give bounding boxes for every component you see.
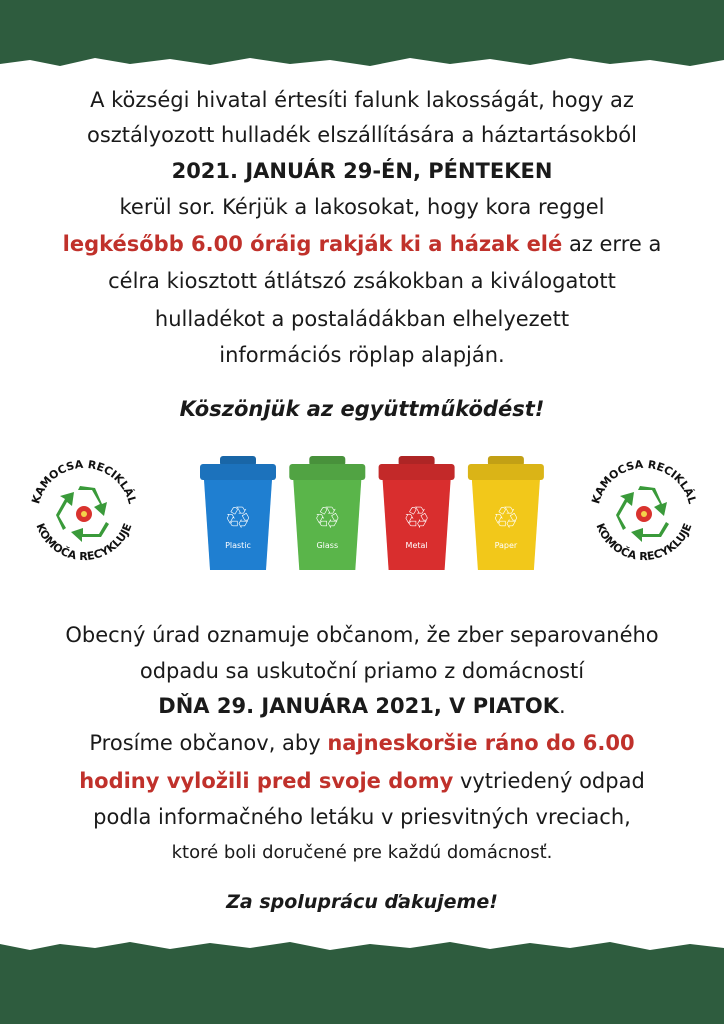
sk-line-2: odpadu sa uskutoční priamo z domácností bbox=[139, 659, 585, 683]
sk-line-1: Obecný úrad oznamuje občanom, že zber separovaného bbox=[65, 623, 659, 647]
hu-line-4: kerül sor. Kérjük a lakosokat, hogy kora reggel bbox=[119, 195, 605, 219]
bin-label: Paper bbox=[494, 541, 518, 550]
hu-line-5-rest: az erre a bbox=[562, 232, 662, 256]
bin-label: Metal bbox=[405, 541, 428, 550]
logo-top-text: KAMOCSA RECIKLÁL bbox=[589, 457, 699, 506]
sk-date-dot: . bbox=[559, 694, 566, 718]
sk-deadline-2: hodiny vyložili pred svoje domy bbox=[79, 769, 454, 793]
sk-line-5 bbox=[0, 764, 724, 798]
svg-text:KOMOČA RECYKLUJE bbox=[593, 521, 694, 563]
recycling-logo-right bbox=[584, 452, 704, 572]
bin-plastic bbox=[200, 456, 276, 570]
recycle-symbol-icon: ♲ bbox=[403, 501, 431, 536]
sk-line-6: podla informačného letáku v priesvitných vreciach, bbox=[93, 805, 631, 829]
hu-line-7: hulladékot a postaládákban elhelyezett bbox=[154, 307, 570, 331]
sk-line-7: ktoré boli doručené pre každú domácnosť. bbox=[171, 842, 553, 863]
recycle-symbol-icon: ♲ bbox=[224, 501, 252, 536]
bin-metal bbox=[379, 456, 455, 570]
logo-top-text: KAMOCSA RECIKLÁL bbox=[29, 457, 139, 506]
recycling-bins-image bbox=[198, 452, 556, 574]
bin-glass bbox=[289, 456, 365, 570]
recycling-logo-left bbox=[24, 452, 144, 572]
recycle-arrows-icon bbox=[56, 486, 109, 542]
hu-line-1: A községi hivatal értesíti falunk lakosságát, hogy az bbox=[90, 88, 634, 112]
svg-text:KAMOCSA RECIKLÁL bbox=[29, 458, 139, 506]
bin-label: Glass bbox=[316, 541, 339, 550]
hu-line-2: osztályozott hulladék elszállítására a háztartásokból bbox=[86, 123, 637, 147]
bin-paper bbox=[468, 456, 544, 570]
logo-bottom-text: KOMOČA RECYKLUJE bbox=[33, 521, 135, 564]
sk-date-line bbox=[0, 689, 724, 723]
recycle-symbol-icon: ♲ bbox=[313, 501, 341, 536]
bin-label: Plastic bbox=[225, 541, 251, 550]
hu-line-8: információs röplap alapján. bbox=[219, 343, 505, 367]
hu-date: 2021. JANUÁR 29-ÉN, PÉNTEKEN bbox=[171, 159, 553, 183]
hu-line-5 bbox=[0, 227, 724, 261]
sk-date: DŇA 29. JANUÁRA 2021, V PIATOK bbox=[158, 694, 559, 718]
logo-bottom-text: KOMOČA RECYKLUJE bbox=[593, 521, 695, 564]
sk-deadline-1: najneskoršie ráno do 6.00 bbox=[327, 731, 635, 755]
svg-text:KAMOCSA RECIKLÁL bbox=[589, 458, 699, 506]
hu-deadline: legkésőbb 6.00 óráig rakják ki a házak elé bbox=[62, 232, 563, 256]
sk-line-4 bbox=[0, 726, 724, 760]
recycle-arrows-icon bbox=[616, 486, 669, 542]
recycle-symbol-icon: ♲ bbox=[492, 501, 520, 536]
hu-thanks: Köszönjük az együttműködést! bbox=[179, 397, 545, 421]
sk-line-4-pre: Prosíme občanov, aby bbox=[89, 731, 328, 755]
sk-line-5-rest: vytriedený odpad bbox=[453, 769, 645, 793]
svg-text:KOMOČA RECYKLUJE bbox=[33, 521, 134, 563]
hu-line-6: célra kiosztott átlátszó zsákokban a kiválogatott bbox=[108, 269, 616, 293]
sk-thanks: Za spoluprácu ďakujeme! bbox=[226, 891, 498, 913]
